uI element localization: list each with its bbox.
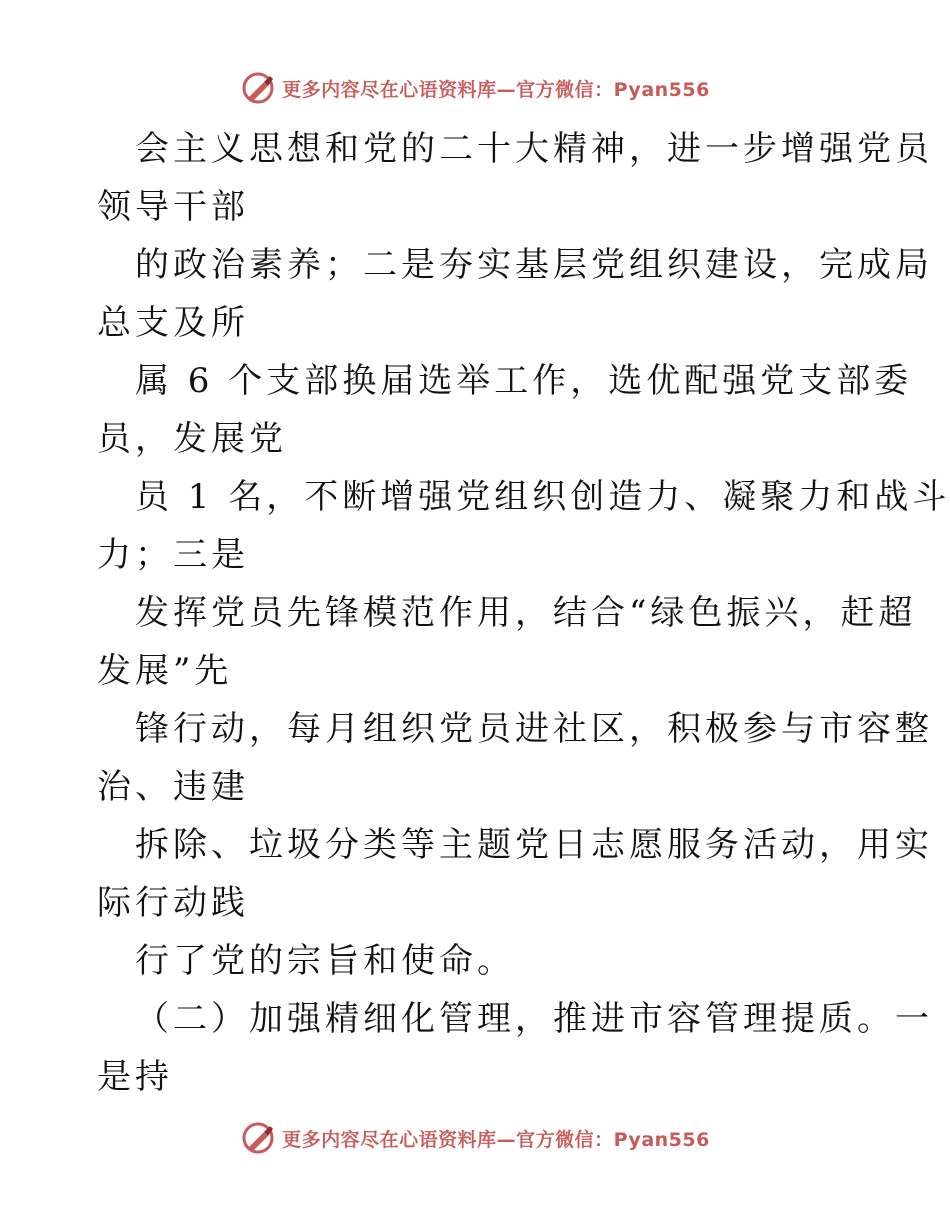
footer-banner-text: 更多内容尽在心语资料库—官方微信：Pyan556 — [282, 1128, 710, 1151]
footer-banner — [0, 1120, 950, 1156]
text-line: 力；三是 — [97, 535, 249, 575]
section-heading-line: （二）加强精细化管理，推进市容管理提质。一 — [135, 999, 933, 1039]
pen-logo-icon — [240, 1120, 276, 1156]
text-line: 员 1 名，不断增强党组织创造力、凝聚力和战斗 — [135, 477, 950, 517]
text-line: 行了党的宗旨和使命。 — [135, 941, 515, 981]
text-line: 发展”先 — [97, 651, 233, 691]
text-line: 发挥党员先锋模范作用，结合“绿色振兴，赶超 — [135, 593, 917, 633]
text-line: 治、违建 — [97, 767, 249, 807]
text-line: 属 6 个支部换届选举工作，选优配强党支部委 — [135, 361, 913, 401]
text-line: 锋行动，每月组织党员进社区，积极参与市容整 — [135, 709, 933, 749]
text-line: 拆除、垃圾分类等主题党日志愿服务活动，用实 — [135, 825, 933, 865]
header-banner-text: 更多内容尽在心语资料库—官方微信：Pyan556 — [282, 78, 710, 101]
header-banner — [0, 70, 950, 106]
text-line: 领导干部 — [97, 187, 249, 227]
text-line: 总支及所 — [97, 303, 249, 343]
pen-logo-icon — [240, 70, 276, 106]
text-line: 的政治素养；二是夯实基层党组织建设，完成局 — [135, 245, 933, 285]
text-line: 员，发展党 — [97, 419, 287, 459]
text-line: 是持 — [97, 1057, 173, 1097]
text-line: 会主义思想和党的二十大精神，进一步增强党员 — [135, 129, 933, 169]
text-line: 际行动践 — [97, 883, 249, 923]
